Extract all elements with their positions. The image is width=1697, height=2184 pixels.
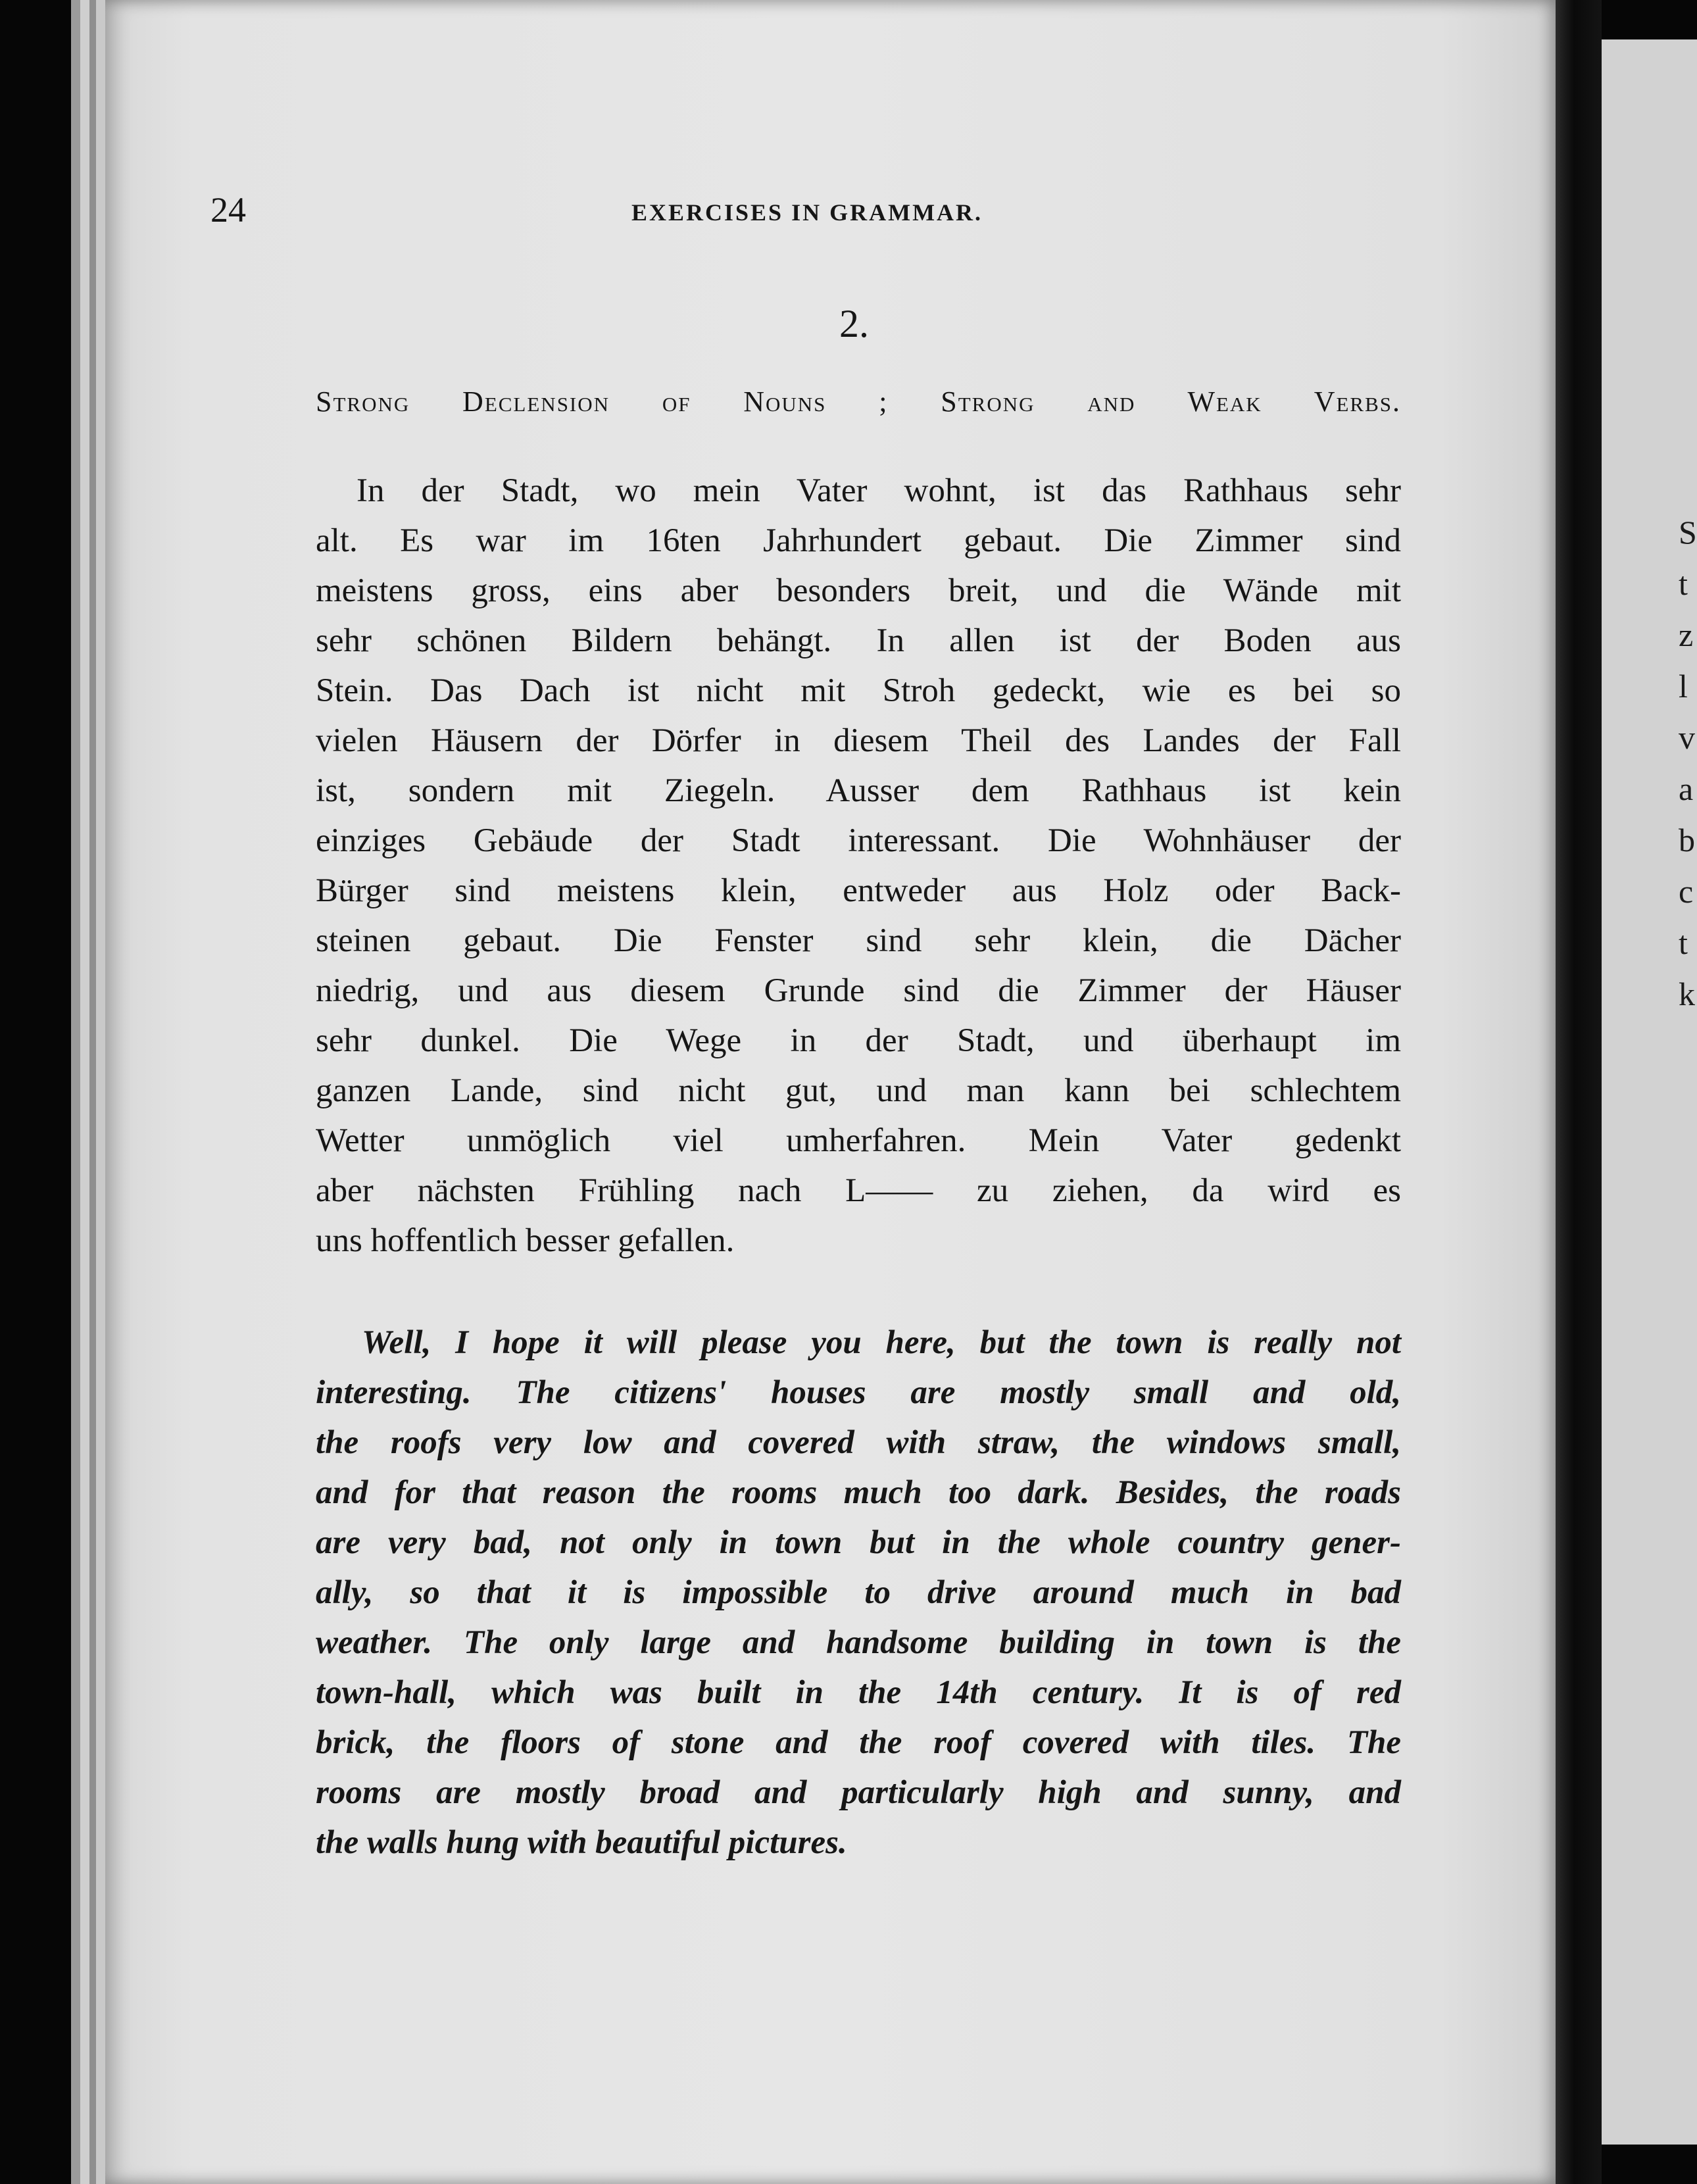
text-line: Well, I hope it will please you here, but the town is really not [362,1324,1401,1361]
facing-page-fragment: z [1679,616,1694,653]
text-line: steinen gebaut. Die Fenster sind sehr klein, die Dächer [316,922,1401,959]
section-number: 2. [839,302,869,345]
text-line: rooms are mostly broad and particularly high and sunny, and [316,1774,1401,1811]
text-line: ally, so that it is impossible to drive around much in bad [316,1574,1401,1611]
facing-page-fragment: S [1679,514,1697,551]
text-line: the walls hung with beautiful pictures. [316,1824,847,1861]
text-line: the roofs very low and covered with straw, the windows small, [316,1424,1401,1461]
page-edge [80,0,89,2184]
text-line: vielen Häusern der Dörfer in diesem Theil des Landes der Fall [316,722,1401,759]
text-line: sehr schönen Bildern behängt. In allen ist der Boden aus [316,622,1401,659]
facing-page-fragment: k [1679,976,1695,1012]
text-line: Wetter unmöglich viel umherfahren. Mein Vater gedenkt [316,1122,1401,1159]
text-line: brick, the floors of stone and the roof covered with tiles. The [316,1724,1401,1761]
running-head: EXERCISES IN GRAMMAR. [631,199,983,226]
text-line: town-hall, which was built in the 14th century. It is of red [316,1674,1401,1711]
facing-page-fragment: t [1679,565,1688,602]
text-line: sehr dunkel. Die Wege in der Stadt, und überhaupt im [316,1022,1401,1059]
facing-page-fragment: v [1679,719,1695,756]
book-gutter [1556,0,1602,2184]
facing-page-fragment: l [1679,668,1688,705]
german-paragraph [316,466,1401,1266]
facing-page-fragment: b [1679,822,1695,858]
text-line: niedrig, und aus diesem Grunde sind die Zimmer der Häuser [316,972,1401,1009]
english-paragraph [316,1318,1401,1868]
facing-page-fragment: a [1679,770,1694,807]
section-title: Strong Declension of Nouns ; Strong and Weak Verbs. [316,385,1401,418]
text-line: uns hoffentlich besser gefallen. [316,1222,735,1259]
text-line: aber nächsten Frühling nach L—— zu ziehen, da wird es [316,1172,1401,1209]
text-line: In der Stadt, wo mein Vater wohnt, ist das Rathhaus sehr [357,472,1401,509]
facing-page [1602,39,1697,2145]
text-line: weather. The only large and handsome building in town is the [316,1624,1401,1661]
text-line: ganzen Lande, sind nicht gut, und man kann bei schlechtem [316,1072,1401,1109]
text-line: meistens gross, eins aber besonders breit, und die Wände mit [316,572,1401,609]
text-line: and for that reason the rooms much too dark. Besides, the roads [316,1474,1401,1511]
text-line: interesting. The citizens' houses are mostly small and old, [316,1374,1401,1411]
facing-page-fragment: t [1679,924,1688,961]
facing-page-fragment: c [1679,873,1694,910]
text-line: alt. Es war im 16ten Jahrhundert gebaut. Die Zimmer sind [316,522,1401,559]
page-edge [89,0,96,2184]
page-number: 24 [210,190,246,230]
text-line: ist, sondern mit Ziegeln. Ausser dem Rathhaus ist kein [316,772,1401,809]
text-line: are very bad, not only in town but in the whole country gener- [316,1524,1401,1561]
text-line: einziges Gebäude der Stadt interessant. Die Wohnhäuser der [316,822,1401,859]
text-line: Stein. Das Dach ist nicht mit Stroh gedeckt, wie es bei so [316,672,1401,709]
text-line: Bürger sind meistens klein, entweder aus Holz oder Back- [316,872,1401,909]
